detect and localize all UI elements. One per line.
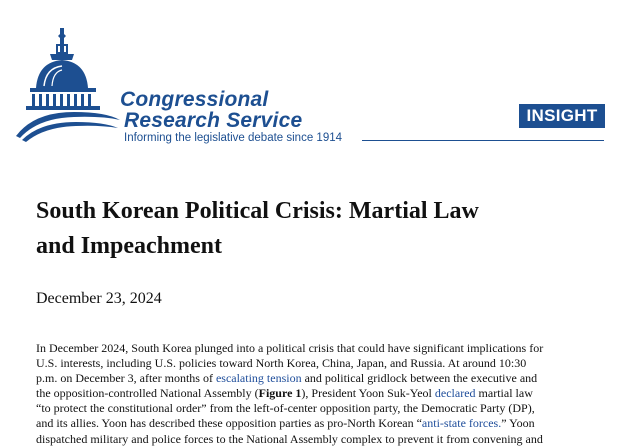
body-line: “to protect the constitutional order” from the left-of-center opposition party, the Democratic Party (DP), [36, 401, 535, 416]
report-title [36, 194, 596, 264]
capitol-dome-icon [14, 24, 124, 142]
body-line: U.S. interests, including U.S. policies toward North Korea, China, Japan, and Russia. At around 10:30 [36, 356, 527, 371]
body-line: dispatched military and police forces to the National Assembly complex to prevent it from convening and [36, 431, 543, 446]
figure-reference: Figure 1 [258, 386, 302, 401]
report-header [0, 0, 640, 150]
body-line: the opposition-controlled National Assembly (Figure 1), President Yoon Suk-Yeol declared martial law [36, 386, 533, 401]
body-line: p.m. on December 3, after months of escalating tension and political gridlock between the executive and [36, 371, 538, 386]
anti-state-forces-link[interactable]: anti-state forces. [421, 416, 502, 431]
body-line: In December 2024, South Korea plunged into a political crisis that could have significant implications for [36, 341, 544, 355]
org-tagline: Informing the legislative debate since 1914 [124, 132, 343, 144]
body-line: and its allies. Yoon has described these opposition parties as pro-North Korean “anti-state forces.” Yoon [36, 416, 535, 431]
title-line-2: and Impeachment [36, 233, 223, 259]
report-date: December 23, 2024 [36, 290, 162, 307]
declared-link[interactable]: declared [434, 386, 476, 401]
org-name-line2: Research Service [124, 109, 303, 132]
insight-badge: INSIGHT [519, 104, 605, 128]
body-paragraph [36, 341, 596, 447]
title-line-1: South Korean Political Crisis: Martial Law [36, 198, 479, 224]
org-name-line1: Congressional [120, 88, 269, 111]
escalating-tension-link[interactable]: escalating tension [215, 371, 302, 386]
header-rule [362, 140, 604, 141]
